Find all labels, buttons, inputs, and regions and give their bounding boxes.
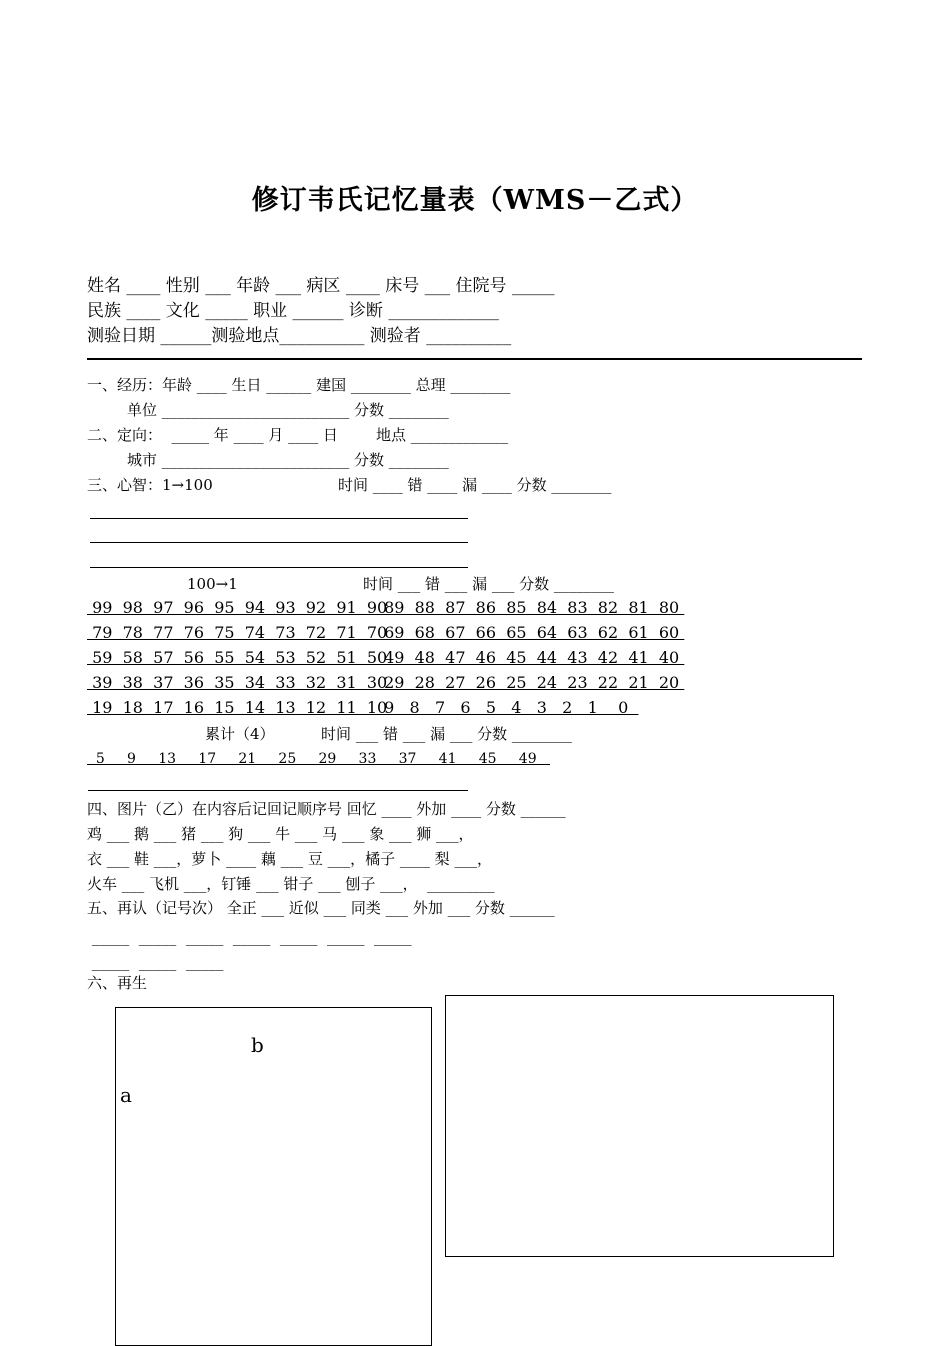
number-row-right-5: 9 8 7 6 5 4 3 2 1 0 — [379, 698, 639, 717]
number-row-right-1: 89 88 87 86 85 84 83 82 81 80 — [379, 598, 685, 617]
label-a: a — [120, 1083, 132, 1107]
answer-line-3[interactable] — [90, 567, 468, 568]
info-row-1[interactable]: 姓名 ____ 性别 ___ 年龄 ___ 病区 ____ 床号 ___ 住院号 _____ — [87, 276, 555, 296]
section-5-blanks-row-2[interactable]: _____ _____ _____ — [87, 953, 224, 971]
header-divider — [87, 358, 862, 360]
countdown-score[interactable]: 时间 ___ 错 ___ 漏 ___ 分数 ________ — [363, 575, 614, 593]
section-1-experience[interactable]: 一、经历：年龄 ____ 生日 ______ 建国 ________ 总理 ________ — [87, 376, 511, 394]
countdown-label: 100→1 — [187, 575, 238, 593]
number-row-left-4: 39 38 37 36 35 34 33 32 31 30 — [87, 673, 393, 692]
cumulative-label: 累计（4） — [205, 725, 275, 743]
number-row-left-1: 99 98 97 96 95 94 93 92 91 90 — [87, 598, 393, 617]
number-row-left-3: 59 58 57 56 55 54 53 52 51 50 — [87, 648, 393, 667]
section-5-recognition[interactable]: 五、再认（记号次） 全正 ___ 近似 ___ 同类 ___ 外加 ___ 分数 ______ — [87, 899, 555, 917]
info-row-3[interactable]: 测验日期 ______测验地点__________ 测验者 __________ — [87, 326, 512, 346]
answer-line-2[interactable] — [90, 542, 468, 543]
section-3-mind-score[interactable]: 时间 ____ 错 ____ 漏 ____ 分数 ________ — [338, 476, 612, 494]
number-row-right-3: 49 48 47 46 45 44 43 42 41 40 — [379, 648, 685, 667]
number-row-right-2: 69 68 67 66 65 64 63 62 61 60 — [379, 623, 685, 642]
answer-line-1[interactable] — [90, 518, 468, 519]
page-title: 修订韦氏记忆量表（WMS－乙式） — [251, 185, 699, 216]
drawing-box-right[interactable] — [445, 995, 834, 1257]
section-5-blanks-row-1[interactable]: _____ _____ _____ _____ _____ _____ _____ — [87, 928, 412, 946]
section-4-vehicles-tools[interactable]: 火车 ___ 飞机 ___，钉锤 ___ 钳子 ___ 刨子 ___， _________ — [87, 875, 495, 893]
cumulative-numbers: 5 9 13 17 21 25 29 33 37 41 45 49 — [87, 751, 550, 767]
section-1-unit[interactable]: 单位 _________________________ 分数 ________ — [127, 401, 449, 419]
section-2-orientation[interactable]: 二、定向： _____ 年 ____ 月 ____ 日 地点 _____________ — [87, 426, 509, 444]
answer-line-4[interactable] — [88, 790, 468, 791]
label-b: b — [251, 1033, 264, 1057]
info-row-2[interactable]: 民族 ____ 文化 _____ 职业 ______ 诊断 _____________ — [87, 301, 499, 321]
section-2-city[interactable]: 城市 _________________________ 分数 ________ — [127, 451, 449, 469]
section-3-mind-label: 三、心智：1→100 — [87, 476, 213, 494]
number-row-left-5: 19 18 17 16 15 14 13 12 11 10 — [87, 698, 393, 717]
section-4-clothing-food[interactable]: 衣 ___ 鞋 ___，萝卜 ____ 藕 ___ 豆 ___，橘子 ____ 梨 ___， — [87, 850, 492, 868]
section-6-reproduction: 六、再生 — [87, 974, 148, 992]
drawing-box-left[interactable] — [115, 1007, 432, 1346]
number-row-left-2: 79 78 77 76 75 74 73 72 71 70 — [87, 623, 393, 642]
section-4-pictures[interactable]: 四、图片（乙）在内容后记回记顺序号 回忆 ____ 外加 ____ 分数 ______ — [87, 800, 566, 818]
cumulative-score[interactable]: 时间 ___ 错 ___ 漏 ___ 分数 ________ — [321, 725, 572, 743]
number-row-right-4: 29 28 27 26 25 24 23 22 21 20 — [379, 673, 685, 692]
section-4-animals[interactable]: 鸡 ___ 鹅 ___ 猪 ___ 狗 ___ 牛 ___ 马 ___ 象 ___ 狮 ___， — [87, 825, 474, 843]
